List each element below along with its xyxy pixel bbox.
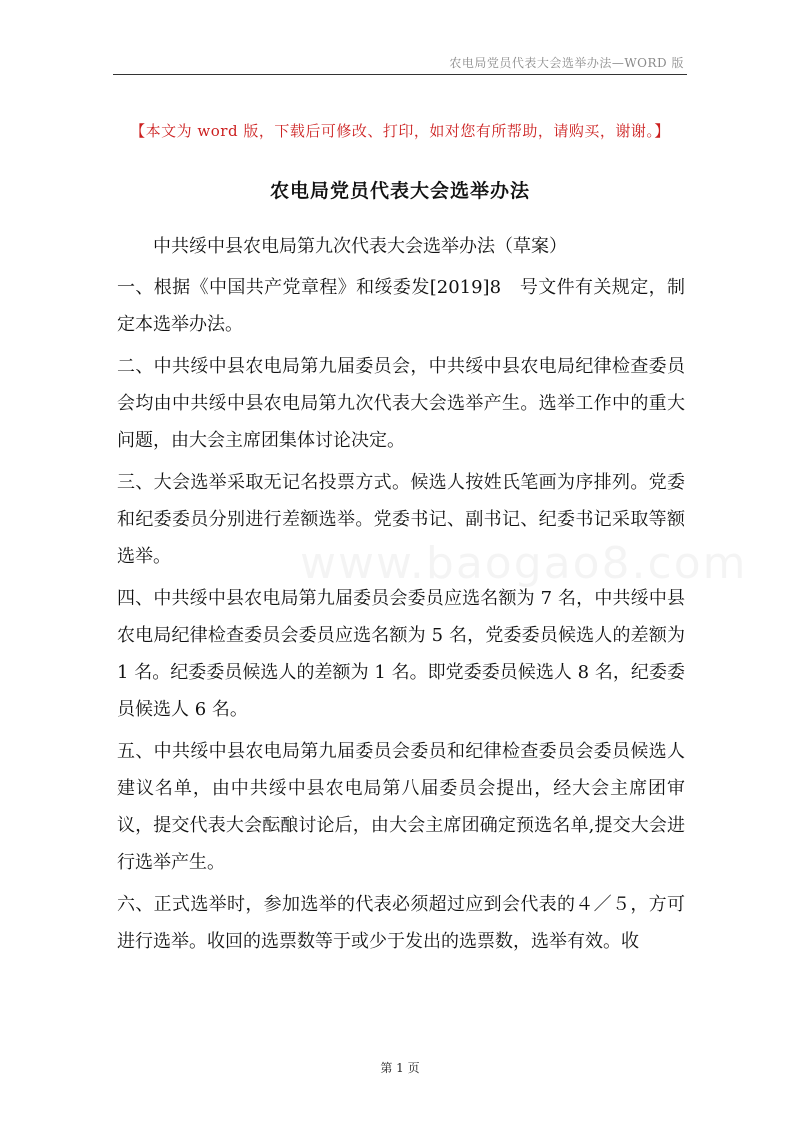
document-subtitle: 中共绥中县农电局第九次代表大会选举办法（草案） bbox=[153, 236, 567, 257]
paragraph-4: 四、中共绥中县农电局第九届委员会委员应选名额为 7 名，中共绥中县农电局纪律检查委员会委员应选名额为 5 名，党委委员候选人的差额为 1 名。纪委委员候选人的差额为 1 名。即党委委员候选人 8 名，纪委委员候选人 6 名。 bbox=[117, 588, 685, 720]
document-body bbox=[117, 228, 685, 965]
document-title: 农电局党员代表大会选举办法 bbox=[269, 180, 530, 202]
header-divider bbox=[113, 74, 687, 75]
paragraph-2: 二、中共绥中县农电局第九届委员会，中共绥中县农电局纪律检查委员会均由中共绥中县农电局第九次代表大会选举产生。选举工作中的重大问题，由大会主席团集体讨论决定。 bbox=[117, 356, 685, 451]
paragraph-5: 五、中共绥中县农电局第九届委员会委员和纪律检查委员会委员候选人建议名单，由中共绥中县农电局第八届委员会提出，经大会主席团审议，提交代表大会酝酿讨论后，由大会主席团确定预选名单,提交大会进行选举产生。 bbox=[117, 741, 685, 873]
page-header-title: 农电局党员代表大会选举办法—WORD 版 bbox=[449, 56, 684, 70]
paragraph-3: 三、大会选举采取无记名投票方式。候选人按姓氏笔画为序排列。党委和纪委委员分别进行差额选举。党委书记、副书记、纪委书记采取等额选举。 bbox=[117, 472, 685, 567]
page-number: 第 1 页 bbox=[380, 1061, 420, 1075]
purchase-notice: 【本文为 word 版，下载后可修改、打印，如对您有所帮助，请购买，谢谢。】 bbox=[130, 122, 670, 140]
paragraph-1: 一、根据《中国共产党章程》和绥委发[2019]8 号文件有关规定，制定本选举办法。 bbox=[117, 277, 685, 335]
paragraph-6: 六、正式选举时，参加选举的代表必须超过应到会代表的４／５，方可进行选举。收回的选票数等于或少于发出的选票数，选举有效。收 bbox=[117, 894, 685, 952]
